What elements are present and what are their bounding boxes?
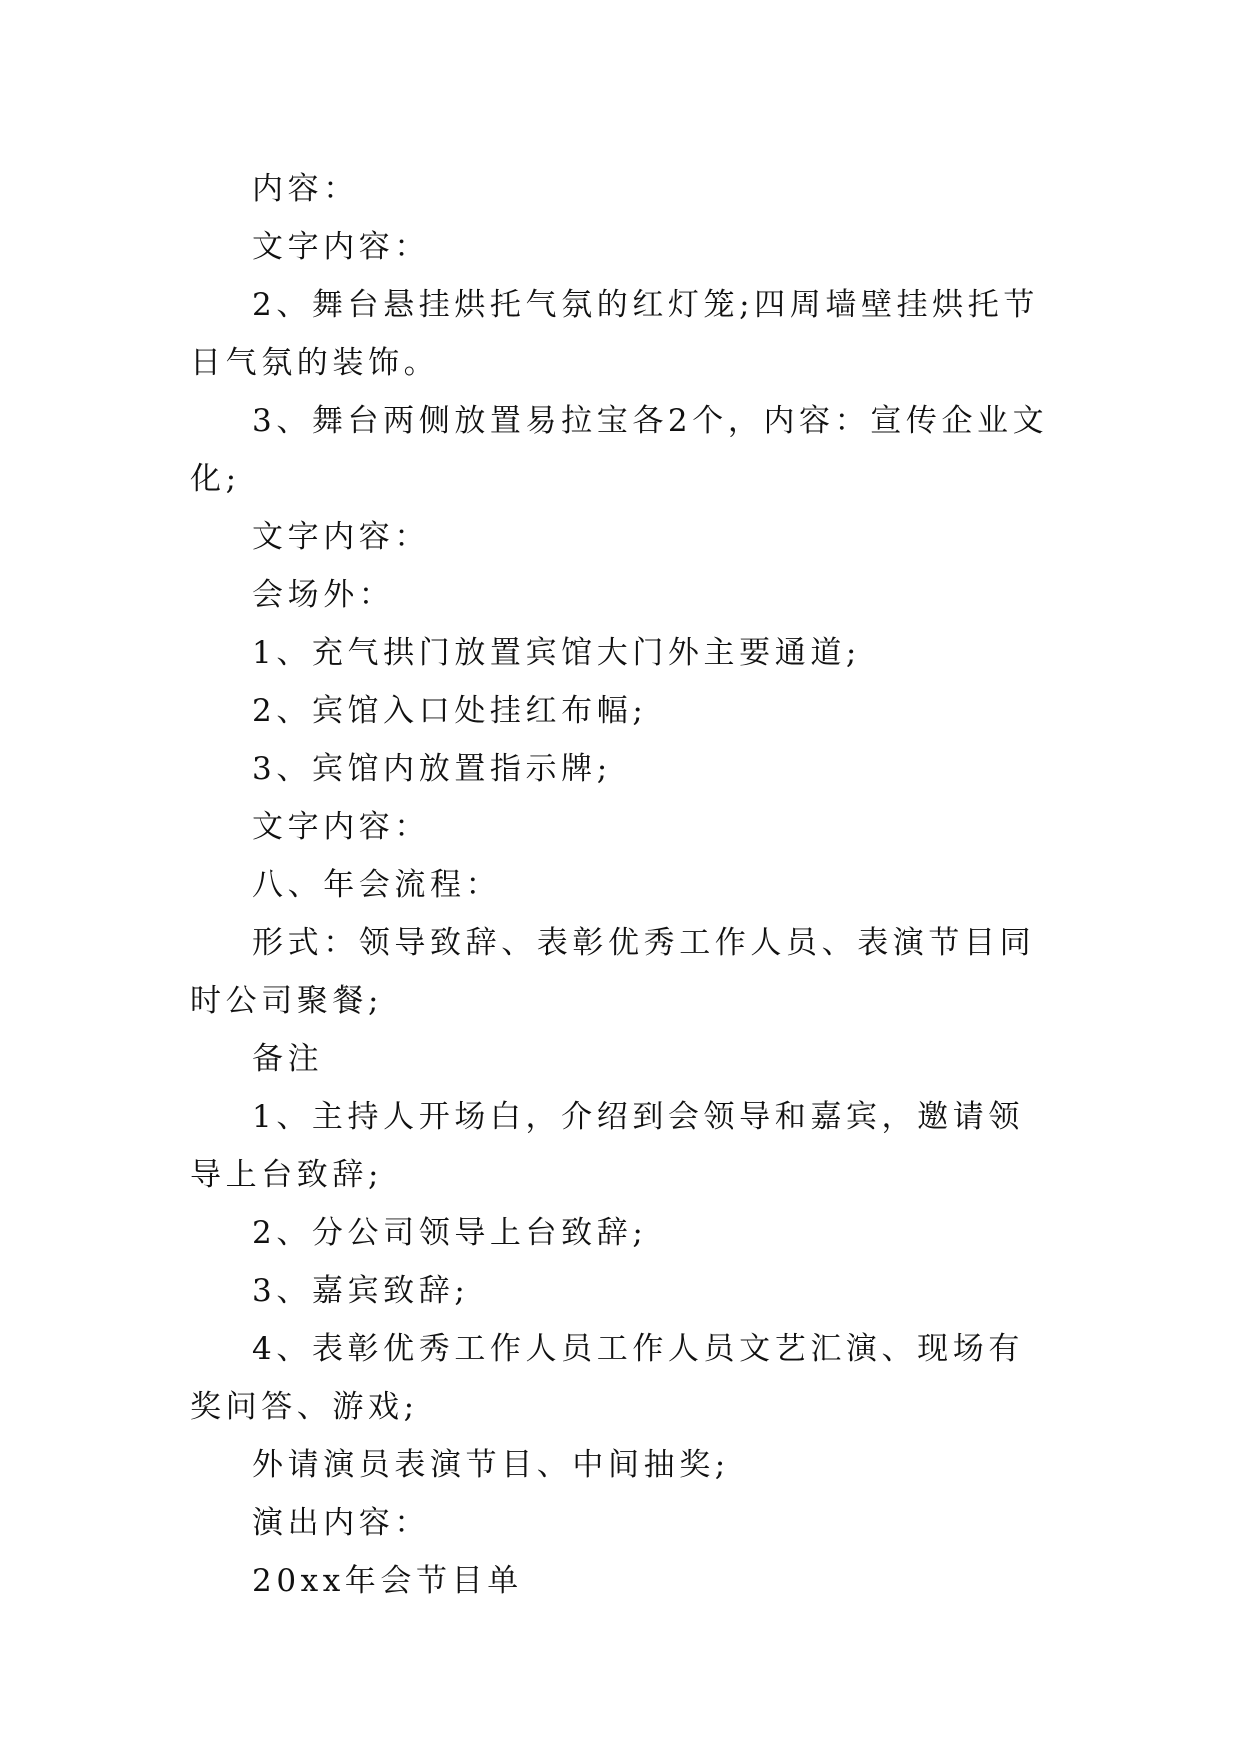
paragraph-content-label: 内容： (252, 171, 359, 207)
paragraph-red-banner: 2、宾馆入口处挂红布幅; (252, 693, 648, 729)
document-body (190, 160, 1052, 1610)
paragraph-host-opening: 1、主持人开场白，介绍到会领导和嘉宾，邀请领导上台致辞; (190, 1099, 1024, 1193)
paragraph-performance-content-label: 演出内容： (252, 1505, 430, 1541)
paragraph-program-list-title: 20xx年会节目单 (252, 1563, 523, 1599)
paragraph-remarks-heading: 备注 (252, 1041, 324, 1077)
paragraph-rollup-banners: 3、舞台两侧放置易拉宝各2个，内容：宣传企业文化; (190, 403, 1049, 497)
paragraph-text-content-label: 文字内容： (252, 809, 430, 845)
paragraph-text-content-label: 文字内容： (252, 519, 430, 555)
section-heading-annual-meeting-process: 八、年会流程： (252, 867, 502, 903)
paragraph-commendation-performances: 4、表彰优秀工作人员工作人员文艺汇演、现场有奖问答、游戏; (190, 1331, 1024, 1425)
paragraph-external-performers: 外请演员表演节目、中间抽奖; (252, 1447, 730, 1483)
paragraph-outside-venue-heading: 会场外： (252, 577, 395, 613)
paragraph-guest-speech: 3、嘉宾致辞; (252, 1273, 470, 1309)
paragraph-stage-decoration: 2、舞台悬挂烘托气氛的红灯笼;四周墙壁挂烘托节日气氛的装饰。 (190, 287, 1039, 381)
paragraph-branch-leader-speech: 2、分公司领导上台致辞; (252, 1215, 648, 1251)
paragraph-inflatable-arch: 1、充气拱门放置宾馆大门外主要通道; (252, 635, 861, 671)
paragraph-signage: 3、宾馆内放置指示牌; (252, 751, 612, 787)
paragraph-text-content-label: 文字内容： (252, 229, 430, 265)
paragraph-format: 形式：领导致辞、表彰优秀工作人员、表演节目同时公司聚餐; (190, 925, 1036, 1019)
